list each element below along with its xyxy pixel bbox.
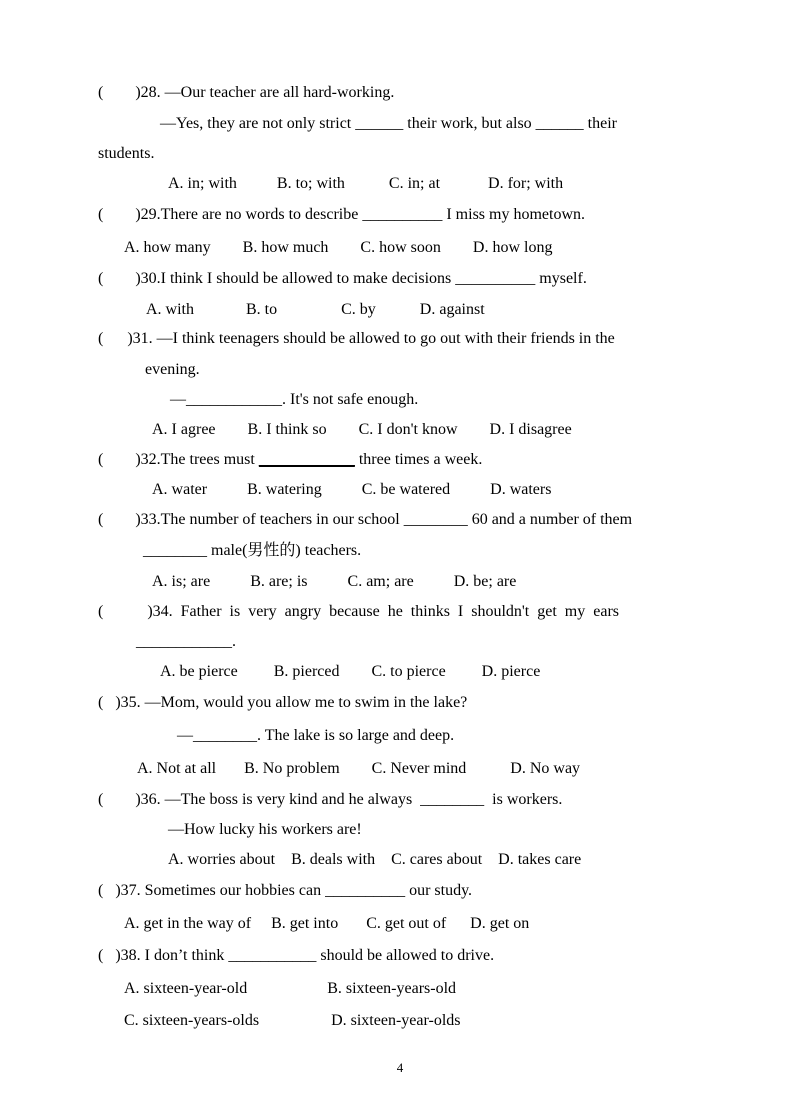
q35-options: A. Not at all B. No problem C. Never mind D. No way	[137, 760, 581, 777]
q31-options: A. I agree B. I think so C. I don't know D. I disagree	[152, 421, 572, 438]
q32-stem-b: three times a week.	[354, 451, 483, 468]
q30-options: A. with B. to C. by D. against	[146, 301, 485, 318]
q31-stem: ( )31. —I think teenagers should be allowed to go out with their friends in the	[98, 330, 615, 347]
page-number: 4	[396, 1060, 404, 1075]
q35-stem: ( )35. —Mom, would you allow me to swim in the lake?	[98, 694, 468, 711]
q34-stem: ( )34. Father is very angry because he thinks I shouldn't get my ears	[98, 603, 619, 620]
q32-blank: ____________	[258, 451, 355, 468]
q28-reply: —Yes, they are not only strict ______ their work, but also ______ their	[160, 115, 617, 132]
q33-stem: ( )33.The number of teachers in our school ________ 60 and a number of them	[98, 511, 633, 528]
q36-reply: —How lucky his workers are!	[168, 821, 362, 838]
q28-stem: ( )28. —Our teacher are all hard-working.	[98, 84, 395, 101]
q32-stem-a: ( )32.The trees must	[98, 451, 259, 468]
q28-reply-cont: students.	[98, 145, 155, 162]
q38-options-row2: C. sixteen-years-olds D. sixteen-year-olds	[124, 1012, 461, 1029]
q31-stem-cont: evening.	[145, 361, 200, 378]
q34-options: A. be pierce B. pierced C. to pierce D. pierce	[160, 663, 541, 680]
q35-reply: —________. The lake is so large and deep.	[177, 727, 455, 744]
q29-options: A. how many B. how much C. how soon D. how long	[124, 239, 553, 256]
q38-stem: ( )38. I don’t think ___________ should be allowed to drive.	[98, 947, 495, 964]
q36-options: A. worries about B. deals with C. cares about D. takes care	[168, 851, 582, 868]
q38-options-row1: A. sixteen-year-old B. sixteen-years-old	[124, 980, 457, 997]
q37-stem: ( )37. Sometimes our hobbies can __________ our study.	[98, 882, 473, 899]
q31-reply: —____________. It's not safe enough.	[170, 391, 419, 408]
q34-stem-cont: ____________.	[136, 633, 236, 650]
q37-options: A. get in the way of B. get into C. get out of D. get on	[124, 915, 530, 932]
q29-stem: ( )29.There are no words to describe __________ I miss my hometown.	[98, 206, 586, 223]
q28-options: A. in; with B. to; with C. in; at D. for; with	[168, 175, 564, 192]
q33-stem-cont: ________ male(男性的) teachers.	[143, 542, 362, 559]
q32-stem	[98, 450, 482, 470]
q36-stem: ( )36. —The boss is very kind and he always ________ is workers.	[98, 791, 563, 808]
q33-options: A. is; are B. are; is C. am; are D. be; are	[152, 573, 517, 590]
q30-stem: ( )30.I think I should be allowed to make decisions __________ myself.	[98, 270, 587, 287]
q32-options: A. water B. watering C. be watered D. waters	[152, 481, 552, 498]
